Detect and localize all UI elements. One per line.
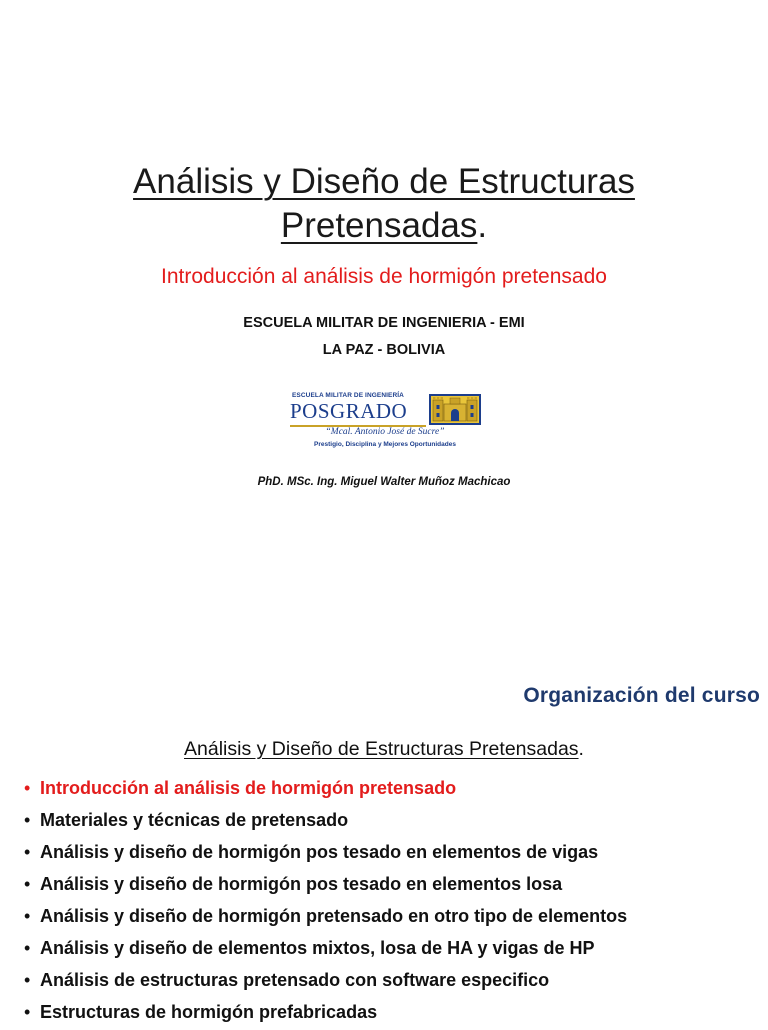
castle-icon xyxy=(428,388,482,426)
title-line-2-text: Pretensadas xyxy=(280,206,478,245)
course-organization-slide xyxy=(0,640,768,1024)
topic-label: Estructuras de hormigón prefabricadas xyxy=(40,1002,378,1022)
topic-label: Análisis y diseño de hormigón pos tesado en elementos losa xyxy=(40,874,563,894)
bullet-icon: • xyxy=(24,906,31,926)
topic-label: Análisis y diseño de hormigón pretensado en otro tipo de elementos xyxy=(40,906,628,926)
posgrado-logo xyxy=(288,386,484,456)
title-line-2 xyxy=(0,204,768,248)
topic-item xyxy=(24,998,627,1030)
organization-heading: Organización del curso xyxy=(523,684,760,707)
topic-item xyxy=(24,966,627,998)
title-line-1 xyxy=(0,160,768,204)
topic-label: Materiales y técnicas de pretensado xyxy=(40,810,349,830)
topic-item xyxy=(24,838,627,870)
bullet-icon: • xyxy=(24,842,31,862)
topic-label: Análisis de estructuras pretensado con software especifico xyxy=(40,970,550,990)
logo-program: POSGRADO xyxy=(290,399,408,423)
bullet-icon: • xyxy=(24,938,31,958)
presentation-title xyxy=(0,160,768,248)
topic-item xyxy=(24,902,627,934)
logo-school-name: ESCUELA MILITAR DE INGENIERÍA xyxy=(292,392,404,399)
topic-list xyxy=(24,774,627,1030)
course-title xyxy=(0,738,768,761)
logo-motto: “Mcal. Antonio José de Sucre” xyxy=(325,427,445,437)
bullet-icon: • xyxy=(24,1002,31,1022)
title-period: . xyxy=(477,206,488,245)
presentation-subtitle: Introducción al análisis de hormigón pretensado xyxy=(161,265,607,288)
bullet-icon: • xyxy=(24,874,31,894)
topic-label: Análisis y diseño de elementos mixtos, losa de HA y vigas de HP xyxy=(40,938,595,958)
topic-item xyxy=(24,870,627,902)
bullet-icon: • xyxy=(24,810,31,830)
course-title-text: Análisis y Diseño de Estructuras Pretensadas xyxy=(184,738,579,760)
course-title-period: . xyxy=(578,738,584,760)
school-name: ESCUELA MILITAR DE INGENIERIA - EMI xyxy=(243,315,525,331)
topic-item-active xyxy=(24,774,627,806)
topic-item xyxy=(24,934,627,966)
bullet-icon: • xyxy=(24,970,31,990)
logo-tagline: Prestigio, Disciplina y Mejores Oportunidades xyxy=(314,441,456,448)
author-name: PhD. MSc. Ing. Miguel Walter Muñoz Machicao xyxy=(257,476,511,488)
bullet-icon: • xyxy=(24,778,31,798)
topic-label: Introducción al análisis de hormigón pretensado xyxy=(40,778,457,798)
title-line-1-text: Análisis y Diseño de Estructuras xyxy=(133,162,635,201)
topic-item xyxy=(24,806,627,838)
school-location: LA PAZ - BOLIVIA xyxy=(322,342,446,358)
topic-label: Análisis y diseño de hormigón pos tesado en elementos de vigas xyxy=(40,842,599,862)
